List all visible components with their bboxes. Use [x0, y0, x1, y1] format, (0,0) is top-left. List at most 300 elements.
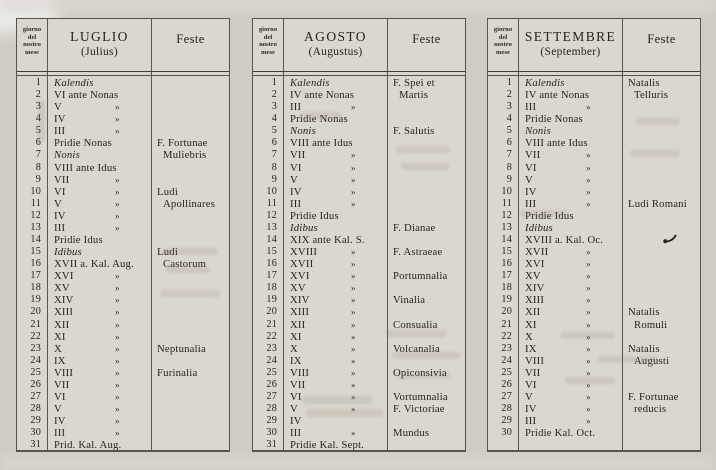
roman-day-designation: [283, 379, 387, 391]
day-number: 21: [501, 318, 512, 330]
roman-day-designation: [518, 89, 622, 101]
table-row: [253, 270, 465, 282]
day-number: 9: [271, 173, 277, 185]
table-row: [253, 294, 465, 306]
table-row: [17, 391, 229, 403]
day-designation-text: VI: [290, 161, 302, 174]
feste-entry: Augusti: [634, 354, 670, 367]
bleedthrough-artifact: [302, 396, 372, 404]
feste-entry: [622, 246, 700, 258]
ditto-mark: »: [351, 307, 356, 318]
feste-entry: [387, 174, 465, 186]
feste-entry: [622, 210, 700, 222]
roman-day-designation: [47, 270, 151, 282]
day-designation-text: XVIII: [290, 246, 318, 259]
feste-entry: [622, 270, 700, 282]
table-row: [488, 415, 700, 427]
roman-day-designation: [283, 174, 387, 186]
day-number: 27: [30, 391, 41, 403]
day-designation-text: IV: [525, 403, 537, 416]
ditto-mark: »: [115, 198, 120, 209]
feste-entry: [622, 101, 700, 113]
ditto-mark: »: [586, 404, 591, 415]
roman-day-designation: [283, 258, 387, 270]
roman-day-designation: [283, 427, 387, 439]
feste-entry: [387, 101, 465, 113]
roman-day-designation: [283, 331, 387, 343]
roman-day-designation: [47, 125, 151, 137]
table-row: [488, 101, 700, 113]
feste-entry: [151, 222, 229, 234]
table-row: [488, 125, 700, 137]
day-number: 8: [35, 161, 41, 173]
day-number: 7: [35, 149, 41, 161]
roman-day-designation: [518, 113, 622, 125]
day-number: 31: [266, 439, 277, 450]
roman-day-designation: [283, 270, 387, 282]
day-number: 6: [271, 137, 277, 149]
roman-day-designation: [47, 222, 151, 234]
day-number: 11: [501, 197, 512, 209]
feste-entry: [151, 427, 229, 439]
day-number: 24: [266, 354, 277, 366]
feste-entry: Volcanalia: [393, 342, 440, 355]
ditto-mark: »: [586, 355, 591, 366]
day-designation-text: V: [290, 173, 298, 186]
feste-entry: [622, 331, 700, 343]
ditto-mark: »: [351, 271, 356, 282]
day-number: 3: [35, 101, 41, 113]
roman-day-designation: [518, 77, 622, 89]
day-number: 25: [266, 366, 277, 378]
table-row: [488, 294, 700, 306]
day-number: 28: [30, 403, 41, 415]
day-number: 30: [266, 427, 277, 439]
roman-day-designation: [47, 282, 151, 294]
day-number: 13: [266, 221, 277, 233]
day-number: 26: [501, 378, 512, 390]
roman-day-designation: [283, 282, 387, 294]
day-designation-text: V: [525, 173, 533, 186]
table-row: [253, 198, 465, 210]
ditto-mark: »: [586, 186, 591, 197]
ditto-mark: »: [115, 331, 120, 342]
day-number: 17: [501, 270, 512, 282]
ditto-mark: »: [115, 222, 120, 233]
feste-entry: [622, 162, 700, 174]
day-number: 15: [501, 246, 512, 258]
table-row: [488, 403, 700, 415]
roman-day-designation: [47, 415, 151, 427]
ditto-mark: »: [115, 126, 120, 137]
table-row: [488, 246, 700, 258]
roman-day-designation: [47, 319, 151, 331]
ditto-mark: »: [115, 355, 120, 366]
roman-day-designation: [283, 355, 387, 367]
feste-entry: Telluris: [634, 89, 669, 102]
day-number: 10: [266, 185, 277, 197]
ditto-mark: »: [351, 259, 356, 270]
ditto-mark: »: [586, 259, 591, 270]
bleedthrough-artifact: [386, 330, 446, 337]
feste-entry: [387, 113, 465, 125]
table-row: [488, 427, 700, 439]
feste-entry: [151, 355, 229, 367]
roman-day-designation: [518, 294, 622, 306]
feste-entry: [622, 174, 700, 186]
day-number: 7: [271, 149, 277, 161]
day-number: 3: [271, 101, 277, 113]
feste-entry: [151, 89, 229, 101]
feste-entry: [387, 282, 465, 294]
feste-entry: [622, 222, 700, 234]
feste-entry: Neptunalia: [157, 342, 206, 355]
ditto-mark: »: [351, 198, 356, 209]
day-designation-text: XVII: [290, 258, 314, 271]
day-designation-text: VIII ante Idus: [525, 137, 588, 150]
bleedthrough-artifact: [166, 266, 210, 273]
roman-day-designation: [283, 162, 387, 174]
day-designation-text: VI: [290, 391, 302, 404]
day-designation-text: XI: [54, 330, 66, 343]
ditto-mark: »: [351, 428, 356, 439]
ditto-mark: »: [115, 416, 120, 427]
roman-day-designation: [47, 198, 151, 210]
table-row: [488, 270, 700, 282]
day-number: 19: [266, 294, 277, 306]
roman-day-designation: [518, 149, 622, 161]
roman-day-designation: [47, 246, 151, 258]
day-designation-text: Pridie Nonas: [290, 113, 348, 126]
table-row: [488, 355, 700, 367]
day-number: 8: [506, 161, 512, 173]
feste-entry: Opiconsivia: [393, 366, 447, 379]
table-header: [253, 19, 465, 71]
month-latin-name: (September): [540, 46, 601, 58]
table-row: [488, 319, 700, 331]
roman-day-designation: [47, 379, 151, 391]
day-designation-text: Pridie Nonas: [54, 137, 112, 150]
day-number: 15: [266, 246, 277, 258]
ditto-mark: »: [115, 392, 120, 403]
feste-entry: [151, 331, 229, 343]
day-number: 27: [266, 391, 277, 403]
ditto-mark: »: [115, 114, 120, 125]
day-designation-text: IV ante Nonas: [525, 89, 590, 102]
day-number: 23: [30, 342, 41, 354]
table-row: [253, 222, 465, 234]
day-designation-text: VIII: [290, 366, 310, 379]
roman-day-designation: [47, 439, 151, 450]
day-designation-text: III: [54, 427, 66, 440]
table-row: [17, 162, 229, 174]
ditto-mark: »: [586, 174, 591, 185]
roman-day-designation: [518, 186, 622, 198]
bleedthrough-artifact: [300, 112, 342, 119]
roman-day-designation: [47, 294, 151, 306]
roman-day-designation: [283, 186, 387, 198]
table-row: [253, 246, 465, 258]
feste-entry: [622, 234, 700, 246]
day-designation-text: III: [54, 125, 66, 138]
table-row: [253, 319, 465, 331]
day-number: 5: [271, 125, 277, 137]
feste-entry: Furinalia: [157, 366, 198, 379]
ditto-mark: »: [115, 186, 120, 197]
day-column-header: giorno del nostro mese: [493, 26, 513, 56]
day-number: 6: [35, 137, 41, 149]
day-number: 4: [35, 113, 41, 125]
scan-light-artifact: [0, 0, 716, 10]
ditto-mark: »: [351, 343, 356, 354]
roman-day-designation: [47, 331, 151, 343]
table-row: [17, 101, 229, 113]
day-number: 9: [35, 173, 41, 185]
table-row: [17, 234, 229, 246]
feste-entry: Martis: [399, 89, 429, 102]
table-row: [17, 125, 229, 137]
month-header: [519, 29, 622, 58]
table-row: [253, 89, 465, 101]
scan-light-artifact: [0, 456, 716, 470]
day-designation-text: Nonis: [290, 125, 316, 138]
ditto-mark: »: [115, 174, 120, 185]
ditto-mark: »: [351, 367, 356, 378]
feste-column-header: Feste: [412, 32, 441, 46]
day-designation-text: V: [54, 197, 62, 210]
day-designation-text: IV: [525, 185, 537, 198]
day-number: 2: [35, 89, 41, 101]
day-number: 1: [271, 77, 277, 88]
roman-day-designation: [283, 367, 387, 379]
day-designation-text: V: [525, 391, 533, 404]
feste-entry: Castorum: [163, 258, 207, 271]
table-row: [17, 186, 229, 198]
table-row: [253, 439, 465, 450]
bleedthrough-artifact: [520, 210, 568, 217]
ditto-mark: »: [586, 343, 591, 354]
day-designation-text: XV: [290, 282, 306, 295]
bleedthrough-artifact: [391, 352, 461, 359]
day-designation-text: XIII: [290, 306, 310, 319]
roman-day-designation: [47, 234, 151, 246]
roman-day-designation: [518, 427, 622, 439]
day-designation-text: XIII: [525, 294, 545, 307]
feste-entry: [622, 415, 700, 427]
table-row: [253, 306, 465, 318]
ditto-mark: »: [351, 186, 356, 197]
day-number: 29: [266, 415, 277, 427]
day-designation-text: XII: [54, 318, 70, 331]
day-number: 7: [506, 149, 512, 161]
table-row: [17, 427, 229, 439]
ditto-mark: »: [351, 392, 356, 403]
ditto-mark: »: [351, 162, 356, 173]
day-number: 27: [501, 391, 512, 403]
ditto-mark: »: [586, 319, 591, 330]
day-designation-text: Idibus: [525, 221, 553, 234]
ditto-mark: »: [115, 307, 120, 318]
roman-day-designation: [283, 439, 387, 450]
bleedthrough-artifact: [396, 372, 450, 379]
table-row: [253, 234, 465, 246]
day-designation-text: XII: [290, 318, 306, 331]
day-designation-text: V: [290, 403, 298, 416]
feste-entry: [387, 258, 465, 270]
day-designation-text: III: [290, 101, 302, 114]
feste-entry: F. Fortunae: [157, 137, 208, 150]
roman-day-designation: [518, 258, 622, 270]
feste-entry: [151, 319, 229, 331]
feste-entry: Vinalia: [393, 294, 426, 307]
table-row: [17, 343, 229, 355]
day-designation-text: XIII: [54, 306, 74, 319]
feste-entry: F. Salutis: [393, 125, 435, 138]
day-designation-text: VIII ante Idus: [290, 137, 353, 150]
calendar-table-august: [252, 18, 466, 452]
day-designation-text: VIII: [54, 366, 74, 379]
roman-day-designation: [518, 234, 622, 246]
day-number: 1: [506, 77, 512, 88]
day-designation-text: Pridie Kal. Sept.: [290, 439, 365, 450]
day-number: 29: [30, 415, 41, 427]
roman-day-designation: [47, 306, 151, 318]
roman-day-designation: [283, 306, 387, 318]
day-designation-text: IV: [290, 185, 302, 198]
ditto-mark: »: [115, 295, 120, 306]
day-number: 22: [30, 330, 41, 342]
feste-entry: Romuli: [634, 318, 668, 331]
bleedthrough-artifact: [162, 248, 218, 255]
day-designation-text: XVII a. Kal. Aug.: [54, 258, 134, 271]
day-designation-text: IX: [525, 342, 537, 355]
day-number: 1: [35, 77, 41, 88]
day-designation-text: XVIII a. Kal. Oc.: [525, 234, 604, 247]
table-row: [17, 379, 229, 391]
roman-day-designation: [47, 174, 151, 186]
feste-entry: [387, 379, 465, 391]
day-designation-text: XVI: [54, 270, 74, 283]
day-number: 17: [266, 270, 277, 282]
day-designation-text: IV ante Nonas: [290, 89, 355, 102]
day-designation-text: VI: [525, 161, 537, 174]
day-designation-text: V: [54, 101, 62, 114]
ditto-mark: »: [115, 271, 120, 282]
day-number: 11: [266, 197, 277, 209]
day-designation-text: Pridie Kal. Oct.: [525, 427, 596, 440]
day-number: 4: [271, 113, 277, 125]
roman-day-designation: [47, 113, 151, 125]
table-row: [17, 77, 229, 89]
ditto-mark: »: [115, 319, 120, 330]
day-designation-text: Pridie Idus: [54, 234, 103, 247]
ditto-mark: »: [586, 392, 591, 403]
feste-entry: [151, 379, 229, 391]
day-designation-text: XI: [525, 318, 537, 331]
feste-entry: Consualia: [393, 318, 438, 331]
day-number: 15: [30, 246, 41, 258]
feste-entry: F. Astraeae: [393, 246, 443, 259]
roman-day-designation: [283, 246, 387, 258]
roman-day-designation: [47, 137, 151, 149]
feste-entry: [151, 234, 229, 246]
ditto-mark: »: [351, 404, 356, 415]
month-name: LUGLIO: [70, 29, 129, 44]
roman-day-designation: [47, 258, 151, 270]
day-number: 31: [30, 439, 41, 450]
day-number: 13: [501, 221, 512, 233]
day-designation-text: VII: [525, 149, 541, 162]
bleedthrough-artifact: [560, 332, 615, 339]
feste-entry: [387, 415, 465, 427]
table-row: [253, 77, 465, 89]
ditto-mark: »: [115, 283, 120, 294]
roman-day-designation: [518, 306, 622, 318]
day-designation-text: VII: [54, 378, 70, 391]
day-number: 18: [266, 282, 277, 294]
feste-entry: [151, 306, 229, 318]
day-designation-text: XV: [54, 282, 70, 295]
roman-day-designation: [47, 355, 151, 367]
day-designation-text: XVI: [290, 270, 310, 283]
day-designation-text: III: [525, 415, 537, 428]
day-number: 18: [501, 282, 512, 294]
day-number: 25: [501, 366, 512, 378]
day-designation-text: XIX ante Kal. S.: [290, 234, 365, 247]
day-number: 19: [501, 294, 512, 306]
feste-entry: [151, 403, 229, 415]
day-number: 22: [501, 330, 512, 342]
feste-entry: Natalis: [628, 342, 660, 355]
roman-day-designation: [518, 125, 622, 137]
roman-day-designation: [518, 162, 622, 174]
table-row: [488, 343, 700, 355]
ditto-mark: »: [586, 295, 591, 306]
day-designation-text: XVI: [525, 258, 545, 271]
day-number: 6: [506, 137, 512, 149]
header-double-rule: [488, 71, 700, 76]
day-number: 23: [501, 342, 512, 354]
day-designation-text: X: [290, 342, 298, 355]
table-row: [253, 258, 465, 270]
day-number: 5: [506, 125, 512, 137]
feste-entry: Ludi Romani: [628, 197, 687, 210]
ditto-mark: »: [115, 379, 120, 390]
feste-entry: [387, 306, 465, 318]
day-designation-text: Idibus: [290, 221, 318, 234]
day-number: 16: [30, 258, 41, 270]
day-number: 21: [30, 318, 41, 330]
table-row: [17, 210, 229, 222]
ditto-mark: »: [351, 331, 356, 342]
bleedthrough-artifact: [401, 163, 449, 170]
day-number: 29: [501, 415, 512, 427]
day-number: 25: [30, 366, 41, 378]
day-number: 12: [30, 209, 41, 221]
day-designation-text: III: [525, 197, 537, 210]
ditto-mark: »: [586, 247, 591, 258]
feste-entry: [151, 391, 229, 403]
table-row: [17, 306, 229, 318]
table-row: [17, 113, 229, 125]
hook-mark-icon: [662, 234, 677, 247]
day-number: 16: [266, 258, 277, 270]
ditto-mark: »: [115, 343, 120, 354]
roman-day-designation: [518, 101, 622, 113]
day-number: 12: [266, 209, 277, 221]
day-column-header: giorno del nostro mese: [22, 26, 42, 56]
day-designation-text: VIII ante Idus: [54, 161, 117, 174]
